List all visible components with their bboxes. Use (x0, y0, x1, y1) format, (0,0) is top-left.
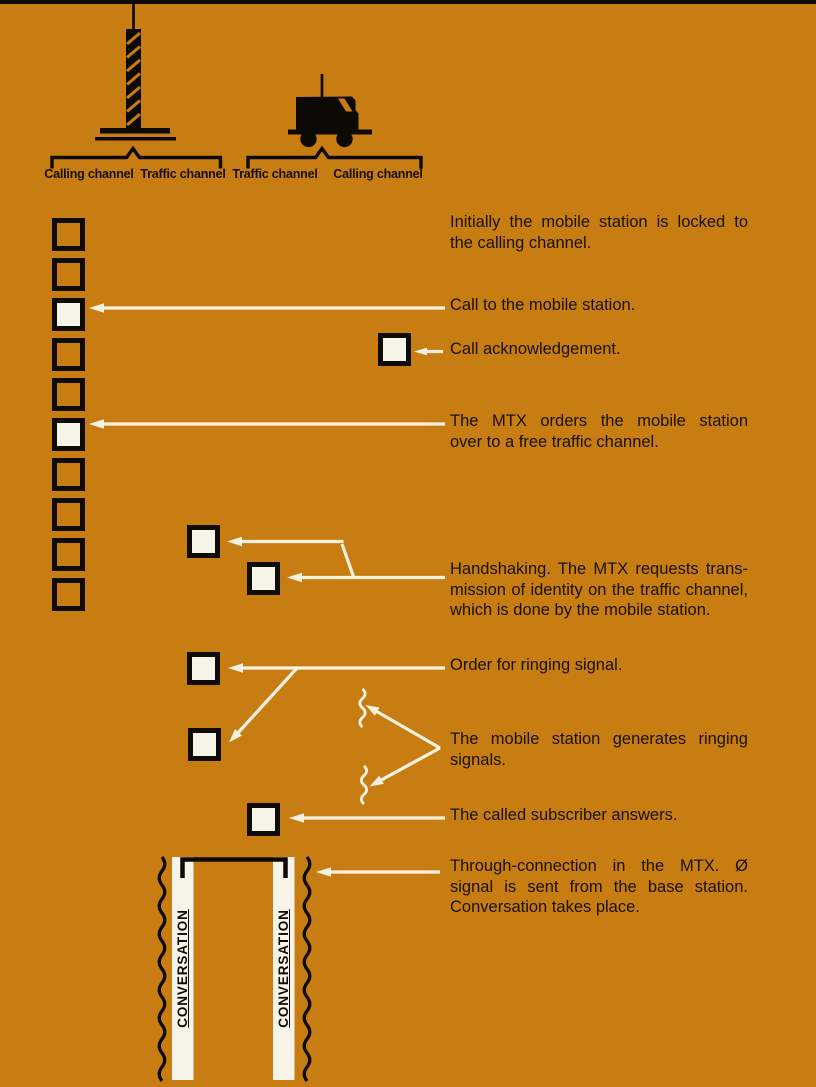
annotation-ack: Call acknowledgement. (450, 340, 621, 358)
annotation-locked: Initially the mobile station is locked to the calling channel. (450, 213, 748, 252)
conversation-bracket (183, 860, 286, 879)
answer-square (247, 803, 280, 836)
calling-channel-slot (52, 338, 85, 371)
wavy-line-left (159, 857, 165, 1081)
base-station-channels-bracket (52, 149, 221, 169)
annotation-call: Call to the mobile station. (450, 296, 636, 314)
calling-channel-slot (52, 498, 85, 531)
annotation-ring-order: Order for ringing signal. (450, 656, 623, 674)
annotation-through: Through-connection in the MTX. Ø signal is sent from the base station. Conversation takes place. (450, 857, 748, 917)
annotation-mtx-order: The MTX orders the mobile station over to a free traffic channel. (450, 412, 748, 451)
arrow-subscriber-answers (289, 813, 445, 822)
mobile-station-channels-bracket (248, 149, 421, 169)
wavy-line-right (304, 857, 310, 1081)
calling-channel-slot-active (52, 298, 85, 331)
radio-tower-icon (95, 4, 176, 141)
label-traffic-channel-base: Traffic channel (140, 167, 226, 181)
calling-channel-slot (52, 458, 85, 491)
calling-channel-slot (52, 538, 85, 571)
truck-icon (288, 74, 372, 147)
arrow-mtx-order (89, 419, 445, 428)
handshake-square-mobile (247, 562, 280, 595)
label-traffic-channel-mobile: Traffic channel (232, 167, 318, 181)
arrow-ringing-signals (366, 705, 441, 787)
label-calling-channel-mobile: Calling channel (333, 167, 423, 181)
calling-channel-slot (52, 578, 85, 611)
arrow-call-to-mobile (89, 303, 445, 312)
calling-channel-slot (52, 378, 85, 411)
ringing-squiggle-bottom (361, 766, 366, 804)
annotation-handshake: Handshaking. The MTX requests trans- mission of identity on the traffic channel, which is done by the mobile station. (450, 560, 748, 620)
ring-order-square (187, 652, 220, 685)
calling-channel-slot-active (52, 418, 85, 451)
ringing-square (188, 728, 221, 761)
annotation-ringing: The mobile station generates ringing signals. (450, 730, 748, 769)
ringing-squiggle-top (360, 689, 365, 727)
call-ack-square (378, 333, 411, 366)
annotation-answer: The called subscriber answers. (450, 806, 678, 824)
handshake-square-base (187, 525, 220, 558)
conversation-label-right: CONVERSATION (276, 909, 291, 1028)
calling-channel-slot (52, 218, 85, 251)
arrow-call-ack (414, 348, 443, 356)
conversation-label-left: CONVERSATION (175, 909, 190, 1028)
arrow-through-connection (316, 867, 440, 876)
label-calling-channel-base: Calling channel (44, 167, 134, 181)
calling-channel-slot (52, 258, 85, 291)
